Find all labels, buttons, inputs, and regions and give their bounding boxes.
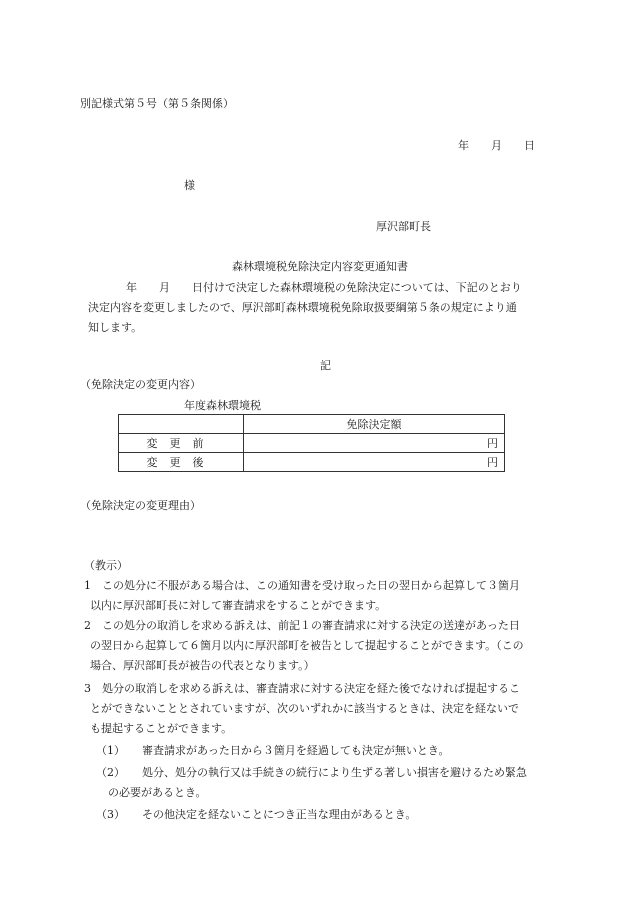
addressee: 様 xyxy=(184,179,195,192)
note-number: 3 xyxy=(84,682,91,695)
note-line: 処分の取消しを求める訴えは、審査請求に対する決定を経た後でなければ提起するこ xyxy=(102,682,520,695)
table-header: 免除決定額 xyxy=(244,415,505,434)
table-row xyxy=(119,453,505,472)
note-line: 以内に厚沢部町長に対して審査請求をすることができます。 xyxy=(90,599,387,612)
intro-line: 知します。 xyxy=(88,321,143,334)
note-line: この処分の取消しを求める訴えは、前記１の審査請求に対する決定の送達があった日 xyxy=(102,619,520,632)
subnote-line: の必要があるとき。 xyxy=(108,786,207,799)
row-label-before: 変更前 xyxy=(119,434,244,453)
table-row xyxy=(119,415,505,434)
change-heading: （免除決定の変更内容） xyxy=(80,378,201,391)
note-line: とができないこととされていますが、次のいずれかに該当するときは、決定を経ないで xyxy=(90,702,519,715)
subnote-line: その他決定を経ないことにつき正当な理由があるとき。 xyxy=(142,808,417,821)
intro-line: 年 月 日付けで決定した森林環境税の免除決定については、下記のとおり xyxy=(126,281,522,294)
form-id: 別記様式第５号（第５条関係） xyxy=(80,97,234,110)
table-cell xyxy=(119,415,244,434)
intro-line: 決定内容を変更しましたので、厚沢部町森林環境税免除取扱要綱第５条の規定により通 xyxy=(88,301,517,314)
amount-table xyxy=(118,414,505,472)
note-line: 場合、厚沢部町長が被告の代表となります。） xyxy=(90,659,315,672)
row-label-after: 変更後 xyxy=(119,453,244,472)
subnote-number: （3） xyxy=(96,808,125,821)
issuer: 厚沢部町長 xyxy=(376,220,431,233)
year-label: 年度森林環境税 xyxy=(184,399,261,412)
row-value-after: 円 xyxy=(244,453,505,472)
note-number: 2 xyxy=(84,619,91,632)
subnote-number: （1） xyxy=(96,744,125,757)
note-line: の翌日から起算して６箇月以内に厚沢部町を被告として提起することができます。（この xyxy=(90,639,524,652)
note-line: この処分に不服がある場合は、この通知書を受け取った日の翌日から起算して３箇月 xyxy=(102,579,520,592)
subnote-line: 処分、処分の執行又は手続きの続行により生ずる著しい損害を避けるため緊急 xyxy=(142,766,527,779)
instruction-heading: （教示） xyxy=(84,559,128,572)
subnote-line: 審査請求があった日から３箇月を経過しても決定が無いとき。 xyxy=(142,744,450,757)
document-title: 森林環境税免除決定内容変更通知書 xyxy=(232,260,408,273)
date-line: 年 月 日 xyxy=(458,139,535,152)
note-line: も提起することができます。 xyxy=(90,722,233,735)
note-number: 1 xyxy=(84,579,91,592)
ki-label: 記 xyxy=(320,359,331,372)
subnote-number: （2） xyxy=(96,766,125,779)
row-value-before: 円 xyxy=(244,434,505,453)
table-row xyxy=(119,434,505,453)
reason-heading: （免除決定の変更理由） xyxy=(80,499,201,512)
